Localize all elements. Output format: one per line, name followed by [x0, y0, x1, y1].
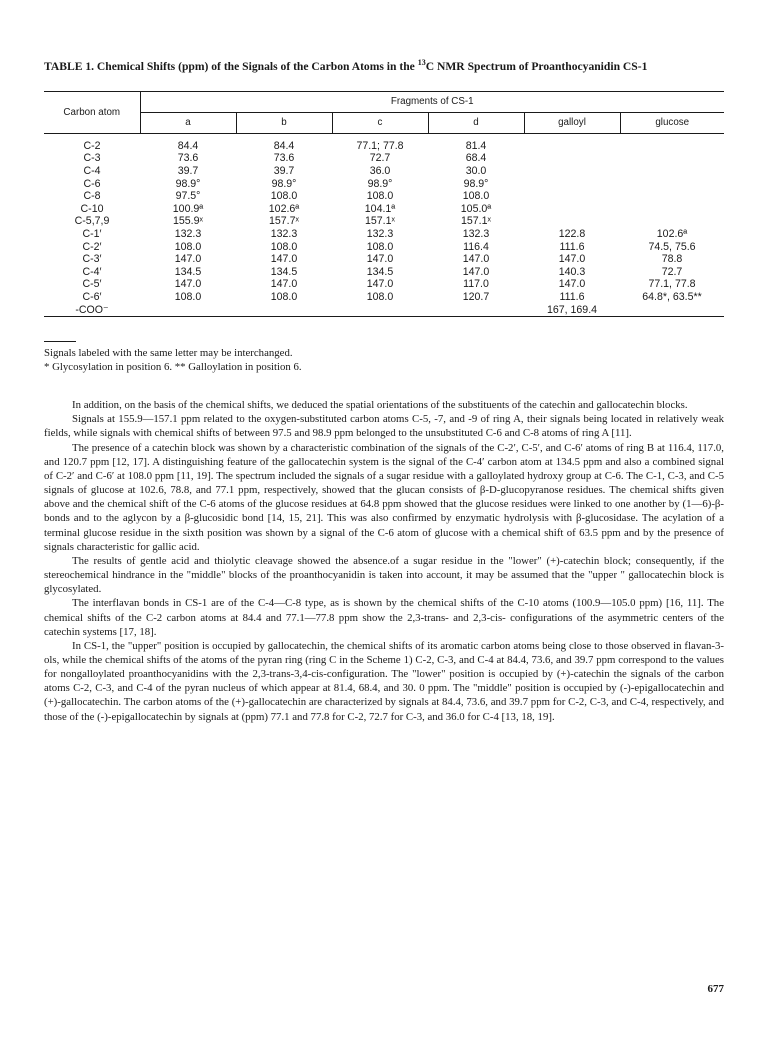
header-col-c: c [332, 112, 428, 133]
shift-cell: 157.1ˣ [461, 215, 491, 228]
shift-cell: 72.7 [369, 152, 391, 165]
shift-cell: 104.1ª [364, 202, 396, 215]
shift-cell: 117.0 [463, 278, 489, 291]
shift-cell: 84.4 [273, 139, 295, 152]
shift-cell: 147.0 [558, 253, 586, 266]
shift-cell [524, 165, 620, 178]
shift-cell [140, 304, 236, 317]
shift-cell: 147.0 [558, 278, 586, 291]
paragraph: The results of gentle acid and thiolytic cleavage showed the absence.of a sugar residue in the "lower" (+)-catechin block; consequently, if the stereochemical hindrance in the "middle" blocks of the proanthocyanidin is taken into account, it may be assumed that the "upper " gallocatechin block is glycosylated. [44, 554, 724, 596]
shift-cell: 36.0 [369, 165, 391, 178]
nmr-shift-table [44, 91, 724, 317]
shift-cell: 39.7 [273, 165, 295, 178]
shift-cell: 157.7ˣ [269, 215, 299, 228]
shift-cell: 147.0 [270, 253, 298, 266]
shift-cell [332, 304, 428, 317]
paragraph: In CS-1, the "upper" position is occupied by gallocatechin, the chemical shifts of its aromatic carbon atoms being close to those observed in flavan-3-ols, while the chemical shifts of the atoms of the pyran ring (ring C in the Scheme 1) C-2, C-3, and C-4 at 84.4, 73.6, and 39.7 ppm correspond to the values for nongalloylated proanthocyanidins with the 2,3-trans-3,4-cis-configuration. The "lower" position is occupied by (+)-catechin the signals of the carbon atoms C-2, C-3, and C-4 of the pyran nucleus of which appear at 81.4, 68.4, and 30. 0 ppm. The "middle" position is occupied by (-)-epigallocatechin and (+)-gallocatechin. The carbon atoms of the (+)-gallocatechin are characterized by signals at 84.4, 73.6, and 39.7 ppm for C-2, C-3, and C-4, respectively, and those of the (-)-epigallocatechin by signals at (ppm) 77.1 and 77.8 for C-2, 72.7 for C-3, and 36.0 for C-4 [13, 18, 19]. [44, 639, 724, 723]
shift-cell [620, 152, 724, 165]
carbon-atom-cell: C-2 [83, 139, 101, 152]
shift-cell: 108.0 [174, 290, 202, 303]
caption-suffix: C NMR Spectrum of Proanthocyanidin CS-1 [425, 59, 648, 73]
shift-cell: 108.0 [366, 290, 394, 303]
table-row [44, 190, 724, 203]
page [44, 56, 724, 724]
caption-superscript: 13 [417, 58, 426, 67]
paragraph: In addition, on the basis of the chemical shifts, we deduced the spatial orientations of the substituents of the catechin and gallocatechin blocks. [72, 399, 688, 412]
shift-cell [524, 178, 620, 191]
shift-cell: 122.8 [558, 228, 586, 241]
shift-cell [524, 190, 620, 203]
shift-cell: 72.7 [661, 265, 683, 278]
paragraph: The interflavan bonds in CS-1 are of the C-4—C-8 type, as is shown by the chemical shifts of the C-10 atoms (100.9—105.0 ppm) [16, 11]. The chemical shifts of the C-2 carbon atoms at 84.4 and 77.1—77.8 ppm show the 2,3-trans- and 2,3-cis- configurations of the asymmetric centers of the catechin systems [17, 18]. [44, 597, 724, 638]
shift-cell: 147.0 [174, 278, 202, 291]
table-row [44, 241, 724, 254]
note-footnotes: * Glycosylation in position 6. ** Galloylation in position 6. [44, 361, 302, 374]
shift-cell [620, 178, 724, 191]
shift-cell [236, 304, 332, 317]
shift-cell: 167, 169.4 [524, 304, 620, 317]
table-row [44, 133, 724, 152]
header-col-glucose: glucose [620, 112, 724, 133]
shift-cell: 134.5 [270, 265, 298, 278]
shift-cell: 116.4 [463, 240, 489, 253]
body-text [44, 398, 724, 724]
shift-cell: 98.9° [271, 177, 297, 190]
carbon-atom-cell: C-6 [83, 177, 101, 190]
shift-cell: 108.0 [270, 190, 298, 203]
table-row [44, 165, 724, 178]
carbon-atom-cell: C-2′ [82, 240, 102, 253]
shift-cell: 105.0ª [460, 202, 492, 215]
shift-cell: 108.0 [270, 290, 298, 303]
header-col-d: d [428, 112, 524, 133]
shift-cell: 68.4 [465, 152, 487, 165]
table-row [44, 215, 724, 228]
shift-cell [524, 152, 620, 165]
shift-cell: 147.0 [270, 278, 298, 291]
shift-cell: 134.5 [366, 265, 394, 278]
shift-cell: 73.6 [273, 152, 295, 165]
shift-cell: 108.0 [366, 240, 394, 253]
shift-cell: 147.0 [462, 253, 490, 266]
header-carbon-atom: Carbon atom [44, 91, 140, 133]
table-row [44, 152, 724, 165]
shift-cell: 147.0 [366, 253, 394, 266]
header-col-b: b [236, 112, 332, 133]
shift-cell: 73.6 [177, 152, 199, 165]
shift-cell: 78.8 [661, 253, 683, 266]
shift-cell [428, 304, 524, 317]
carbon-atom-cell: C-4 [83, 165, 101, 178]
shift-cell [524, 215, 620, 228]
shift-cell: 98.9° [367, 177, 393, 190]
table-notes [44, 341, 724, 374]
table-caption [44, 56, 724, 74]
table-body [44, 133, 724, 316]
shift-cell: 81.4 [465, 139, 487, 152]
carbon-atom-cell: -COO⁻ [44, 304, 140, 317]
shift-cell: 102.6ª [268, 202, 300, 215]
shift-cell: 132.3 [174, 228, 202, 241]
carbon-atom-cell: C-3 [83, 152, 101, 165]
shift-cell: 147.0 [174, 253, 202, 266]
shift-cell: 134.5 [174, 265, 202, 278]
table-row [44, 228, 724, 241]
header-col-galloyl: galloyl [524, 112, 620, 133]
note-interchange: Signals labeled with the same letter may be interchanged. [44, 347, 293, 360]
shift-cell: 39.7 [177, 165, 199, 178]
table-row [44, 291, 724, 304]
carbon-atom-cell: C-5′ [82, 278, 102, 291]
shift-cell: 98.9° [175, 177, 201, 190]
table-row [44, 304, 724, 317]
shift-cell [620, 203, 724, 216]
shift-cell [524, 133, 620, 152]
table-row [44, 253, 724, 266]
shift-cell: 30.0 [465, 165, 487, 178]
notes-rule [44, 341, 76, 342]
shift-cell [620, 133, 724, 152]
table-row [44, 203, 724, 216]
header-fragments: Fragments of CS-1 [140, 91, 724, 112]
shift-cell: 97.5° [175, 190, 201, 203]
paragraph: The presence of a catechin block was shown by a characteristic combination of the signals of the C-2′, C-5′, and C-6′ atoms of ring B at 116.4, 117.0, and 120.7 ppm [12, 17]. A distinguishing feature of the gallocatechin system is the signal of the C-4′ carbon atom at 134.5 ppm and also a combined signal of C-2′ and C-6′ at 108.0 ppm [11, 19]. The spectrum included the signals of a sugar residue with a galloylated hydroxy group at C-6. The C-1, C-3, and C-5 signals of glucose at 102.6, 78.8, and 77.1 ppm, respectively, showed that the glucan consists of β-D-glucopyranose residues. The chemical shifts given above and the chemical shift of the C-6 atoms of the glucose residues at 64.8 ppm showed that the glucose residues were linked to one another by (1—6)-β- bonds and to the aglycon by a β-glucosidic bond [14, 15, 21]. This was also confirmed by enzymatic hydrolysis with β-glucosidase. The acylation of a terminal glucose residue in the sixth position was shown by a signal of the C-6 atom of glucose with a chemical shift of 63.5 ppm and by the presence of signals characteristic for gallic acid. [44, 441, 724, 553]
carbon-atom-cell: C-10 [80, 202, 104, 215]
shift-cell: 64.8*, 63.5** [642, 290, 702, 303]
shift-cell [620, 165, 724, 178]
shift-cell: 132.3 [270, 228, 298, 241]
shift-cell: 140.3 [558, 265, 586, 278]
shift-cell: 74.5, 75.6 [648, 240, 696, 253]
shift-cell: 108.0 [366, 190, 394, 203]
shift-cell: 120.7 [462, 290, 490, 303]
shift-cell: 98.9° [463, 177, 489, 190]
table-row [44, 266, 724, 279]
shift-cell: 100.9ª [172, 202, 204, 215]
shift-cell: 108.0 [462, 190, 490, 203]
shift-cell: 132.3 [366, 228, 394, 241]
paragraph: Signals at 155.9—157.1 ppm related to the oxygen-substituted carbon atoms C-5, -7, and -9 of ring A, their signals being located in relatively weak fields, while signals with chemical shifts of between 97.5 and 98.9 ppm belonged to the unsubstituted C-6 and C-8 atoms of ring A [11]. [44, 413, 724, 440]
shift-cell: 157.1ˣ [365, 215, 395, 228]
shift-cell: 102.6ª [656, 228, 688, 241]
shift-cell [620, 215, 724, 228]
carbon-atom-cell: C-5,7,9 [74, 215, 110, 228]
carbon-atom-cell: C-1′ [82, 228, 102, 241]
shift-cell: 147.0 [462, 265, 490, 278]
shift-cell: 111.6 [559, 290, 585, 303]
header-col-a: a [140, 112, 236, 133]
shift-cell: 108.0 [270, 240, 298, 253]
shift-cell [620, 190, 724, 203]
shift-cell: 147.0 [366, 278, 394, 291]
shift-cell: 77.1; 77.8 [356, 139, 404, 152]
carbon-atom-cell: C-8 [83, 190, 101, 203]
shift-cell: 108.0 [174, 240, 202, 253]
shift-cell: 132.3 [462, 228, 490, 241]
shift-cell: 77.1, 77.8 [648, 278, 696, 291]
carbon-atom-cell: C-4′ [82, 265, 102, 278]
table-row [44, 278, 724, 291]
shift-cell [524, 203, 620, 216]
shift-cell: 155.9ˣ [173, 215, 203, 228]
carbon-atom-cell: C-3′ [82, 253, 102, 266]
caption-prefix: TABLE 1. Chemical Shifts (ppm) of the Signals of the Carbon Atoms in the [44, 59, 418, 73]
shift-cell: 111.6 [559, 240, 585, 253]
shift-cell [620, 304, 724, 317]
shift-cell: 84.4 [177, 139, 199, 152]
page-number: 677 [707, 983, 724, 995]
carbon-atom-cell: C-6′ [82, 290, 102, 303]
table-row [44, 178, 724, 191]
